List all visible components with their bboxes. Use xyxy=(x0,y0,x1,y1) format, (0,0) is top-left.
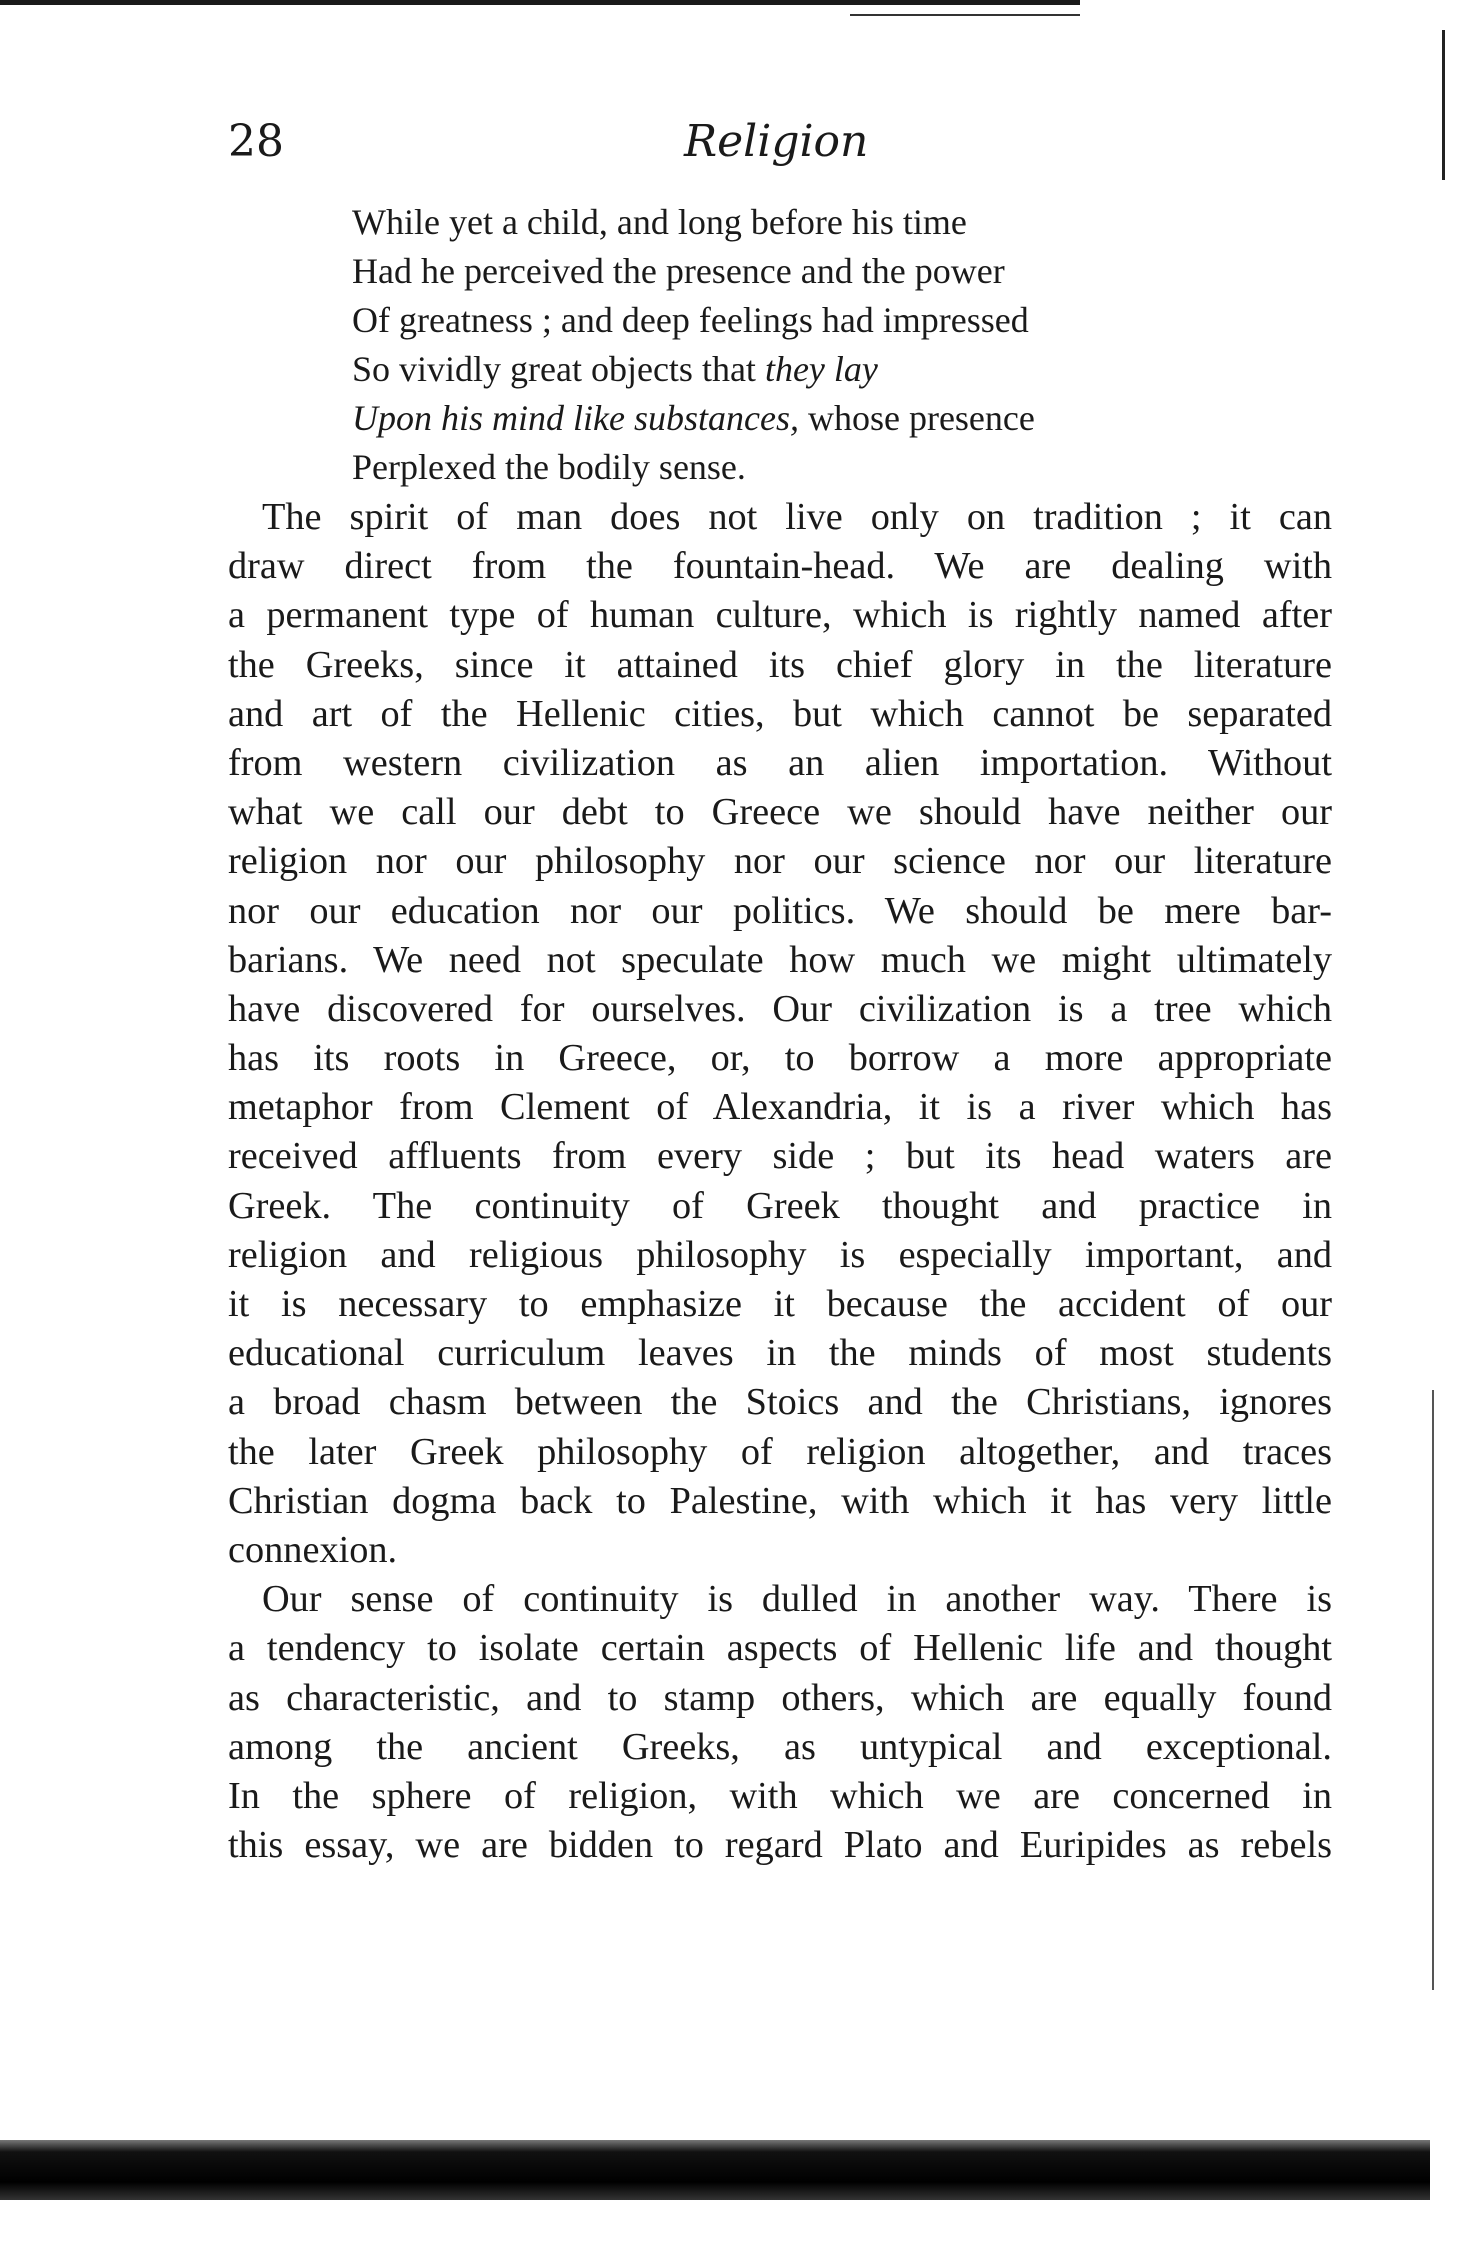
text-line: and art of the Hellenic cities, but which cannot be separated xyxy=(228,692,1332,735)
poem-line: While yet a child, and long before his time xyxy=(352,202,967,242)
text-line: the later Greek philosophy of religion altogether, and traces xyxy=(228,1430,1332,1473)
text-line: Our sense of continuity is dulled in another way. There is xyxy=(262,1578,1332,1621)
page-header xyxy=(228,112,1328,172)
text-line: barians. We need not speculate how much we might ultimately xyxy=(228,938,1332,981)
text-line: the Greeks, since it attained its chief glory in the literature xyxy=(228,643,1332,686)
paragraph xyxy=(228,493,1332,1575)
page-number: 28 xyxy=(228,116,284,167)
text-line: a permanent type of human culture, which is rightly named after xyxy=(228,594,1332,637)
italic-emphasis: they lay xyxy=(764,349,878,389)
text-line: as characteristic, and to stamp others, which are equally found xyxy=(228,1676,1332,1719)
poem-line: Upon his mind like substances, whose presence xyxy=(352,398,1035,438)
text-line: metaphor from Clement of Alexandria, it is a river which has xyxy=(228,1086,1332,1129)
text-line: among the ancient Greeks, as untypical and exceptional. xyxy=(228,1725,1332,1768)
text-line: In the sphere of religion, with which we are concerned in xyxy=(228,1774,1332,1817)
scan-edge-top-line xyxy=(850,14,1080,16)
italic-emphasis: Upon his mind like substances, xyxy=(352,398,799,438)
text-line: it is necessary to emphasize it because the accident of our xyxy=(228,1283,1332,1325)
scan-edge-right-lower xyxy=(1432,1390,1434,1990)
text-line: The spirit of man does not live only on tradition ; it can xyxy=(262,496,1332,538)
paragraph xyxy=(228,1575,1332,1870)
text-line: draw direct from the fountain-head. We are dealing with xyxy=(228,545,1332,588)
text-line: Christian dogma back to Palestine, with which it has very little xyxy=(228,1479,1332,1522)
text-line: Greek. The continuity of Greek thought and practice in xyxy=(228,1184,1332,1227)
scan-edge-right xyxy=(1442,30,1445,180)
text-line: connexion. xyxy=(228,1528,398,1571)
text-line: a tendency to isolate certain aspects of Hellenic life and thought xyxy=(228,1627,1332,1670)
poem-line: Had he perceived the presence and the power xyxy=(352,251,1005,291)
text-line: from western civilization as an alien importation. Without xyxy=(228,741,1332,784)
body-text xyxy=(228,493,1332,1870)
text-line: religion and religious philosophy is especially important, and xyxy=(228,1233,1332,1276)
text-line: have discovered for ourselves. Our civilization is a tree which xyxy=(228,987,1332,1030)
text-line: religion nor our philosophy nor our science nor our literature xyxy=(228,840,1332,883)
text-line: a broad chasm between the Stoics and the Christians, ignores xyxy=(228,1381,1332,1424)
text-line: has its roots in Greece, or, to borrow a more appropriate xyxy=(228,1037,1332,1080)
poem-line: Of greatness ; and deep feelings had impressed xyxy=(352,300,1029,340)
poem-quotation xyxy=(352,198,1332,492)
poem-line: Perplexed the bodily sense. xyxy=(352,447,746,487)
text-line: what we call our debt to Greece we should have neither our xyxy=(228,791,1332,834)
scan-edge-top xyxy=(0,0,1080,5)
text-line: this essay, we are bidden to regard Plato and Euripides as rebels xyxy=(228,1824,1332,1867)
text-line: nor our education nor our politics. We should be mere bar- xyxy=(228,889,1332,932)
text-line: educational curriculum leaves in the minds of most students xyxy=(228,1332,1332,1375)
running-title: Religion xyxy=(684,116,869,167)
text-line: received affluents from every side ; but its head waters are xyxy=(228,1135,1332,1178)
scan-edge-bottom xyxy=(0,2140,1430,2200)
poem-line: So vividly great objects that they lay xyxy=(352,349,878,389)
